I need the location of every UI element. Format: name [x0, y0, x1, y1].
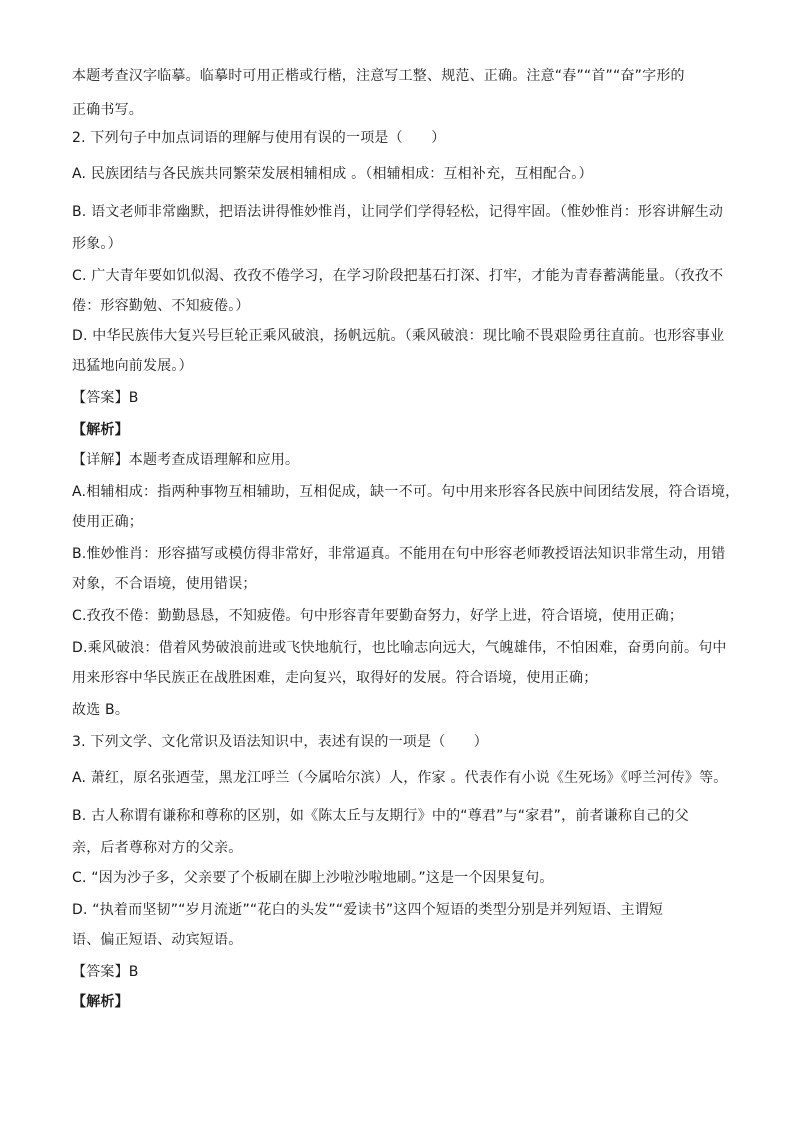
- text-line: 正确书写。: [72, 102, 143, 118]
- question-3-stem: 3. 下列文学、文化常识及语法知识中，表述有误的一项是（ ）: [72, 734, 489, 750]
- analysis-label: 【解析】: [72, 422, 129, 438]
- option-b: B. 语文老师非常幽默，把语法讲得惟妙惟肖，让同学们学得轻松，记得牢固。（惟妙惟肖：形容讲解生动: [72, 204, 724, 220]
- q3-option-a: A. 萧红，原名张迺莹，黑龙江呼兰（今属哈尔滨）人，作家 。代表作有小说《生死场》《呼兰河传》等。: [72, 770, 728, 786]
- detail-a: A.相辅相成：指两种事物互相辅助，互相促成，缺一不可。句中用来形容各民族中间团结发展，符合语境，: [72, 484, 740, 500]
- option-a: A. 民族团结与各民族共同繁荣发展相辅相成 。（相辅相成：互相补充，互相配合。）: [72, 166, 593, 182]
- q3-option-b-cont: 亲，后者尊称对方的父亲。: [72, 840, 243, 856]
- option-d-cont: 迅猛地向前发展。）: [72, 358, 193, 374]
- detail-c: C.孜孜不倦：勤勤恳恳，不知疲倦。句中形容青年要勤奋努力，好学上进，符合语境，使用正确；: [72, 608, 684, 624]
- detail-d: D.乘风破浪：借着风势破浪前进或飞快地航行，也比喻志向远大，气魄雄伟，不怕困难，奋勇向前。句中: [72, 640, 727, 656]
- detail-d-cont: 用来形容中华民族正在战胜困难，走向复兴，取得好的发展。符合语境，使用正确；: [72, 670, 598, 686]
- detail-a-cont: 使用正确；: [72, 514, 143, 530]
- detail-b-cont: 对象，不合语境，使用错误；: [72, 576, 257, 592]
- detail-intro: 【详解】本题考查成语理解和应用。: [72, 452, 300, 468]
- answer-label: 【答案】B: [72, 390, 139, 406]
- q3-analysis-label: 【解析】: [72, 994, 129, 1010]
- q3-option-d-cont: 语、偏正短语、动宾短语。: [72, 932, 243, 948]
- conclusion: 故选 B。: [72, 702, 130, 718]
- option-c-cont: 倦：形容勤勉、不知疲倦。）: [72, 298, 250, 314]
- option-c: C. 广大青年要如饥似渴、孜孜不倦学习，在学习阶段把基石打深、打牢，才能为青春蓄满能量。（孜孜不: [72, 268, 724, 284]
- q3-option-b: B. 古人称谓有谦称和尊称的区别，如《陈太丘与友期行》中的“尊君”与“家君”，前者谦称自己的父: [72, 808, 689, 824]
- q3-option-c: C. “因为沙子多，父亲要了个板刷在脚上沙啦沙啦地刷。”这是一个因果复句。: [72, 870, 554, 886]
- q3-option-d: D. “执着而坚韧”“岁月流逝”“花白的头发”“爱读书”这四个短语的类型分别是并列短语、主谓短: [72, 902, 664, 918]
- question-2-stem: 2. 下列句子中加点词语的理解与使用有误的一项是（ ）: [72, 130, 446, 146]
- detail-b: B.惟妙惟肖：形容描写或模仿得非常好，非常逼真。不能用在句中形容老师教授语法知识非常生动，用错: [72, 546, 726, 562]
- option-d: D. 中华民族伟大复兴号巨轮正乘风破浪，扬帆远航。（乘风破浪：现比喻不畏艰险勇往直前。也形容事业: [72, 328, 725, 344]
- text-line: 本题考查汉字临摹。临摹时可用正楷或行楷，注意写工整、规范、正确。注意“春”“首”“奋”字形的: [72, 68, 685, 84]
- option-b-cont: 形象。）: [72, 236, 122, 252]
- q3-answer-label: 【答案】B: [72, 964, 139, 980]
